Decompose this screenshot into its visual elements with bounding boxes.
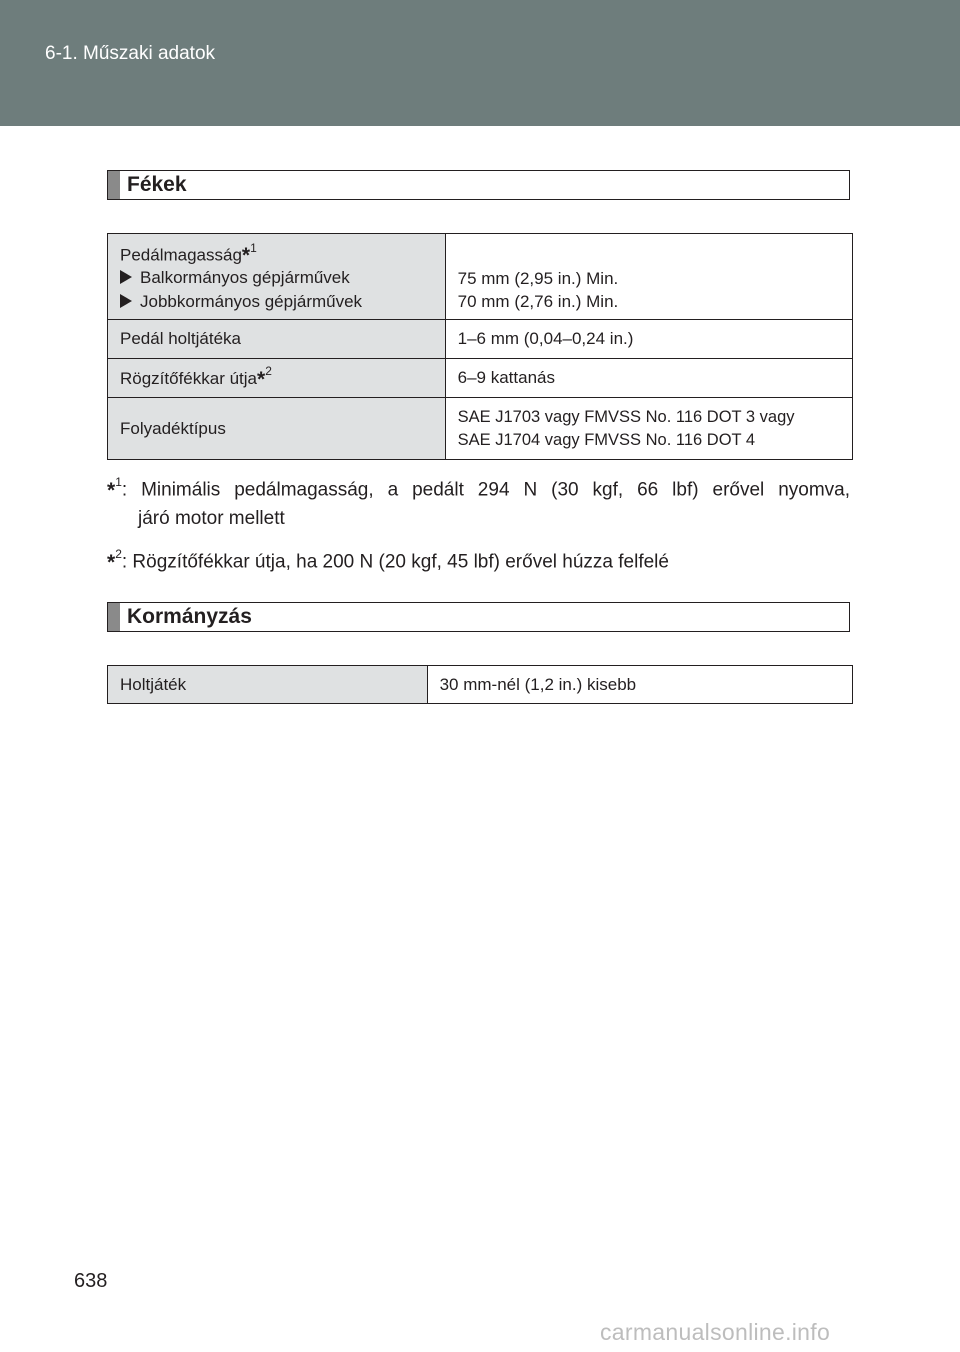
fluid-type-label: Folyadéktípus xyxy=(108,398,446,460)
free-play-value: 30 mm-nél (1,2 in.) kisebb xyxy=(427,666,852,704)
triangle-bullet-icon xyxy=(120,270,132,284)
footnote-2-text: : Rögzítőfékkar útja, ha 200 N (20 kgf, 45 lbf) erővel húzza felfelé xyxy=(121,551,669,573)
brakes-spec-table xyxy=(107,233,853,460)
pedal-height-value-cell xyxy=(445,234,852,320)
table-row xyxy=(108,359,853,398)
footnote-ref: 2 xyxy=(265,364,272,379)
free-play-label: Holtjáték xyxy=(108,666,428,704)
lhd-value: 75 mm (2,95 in.) Min. xyxy=(457,268,619,288)
brakes-section-heading xyxy=(107,170,850,200)
heading-accent xyxy=(108,171,120,199)
footnote-ref: 2 xyxy=(115,547,122,561)
footnote-star: * xyxy=(257,368,266,391)
footnote-ref: 1 xyxy=(250,240,257,255)
table-row xyxy=(108,398,853,460)
fluid-type-value-cell xyxy=(445,398,852,460)
page-number: 638 xyxy=(74,1270,108,1292)
fluid-type-value-1: SAE J1703 vagy FMVSS No. 116 DOT 3 vagy xyxy=(457,407,795,426)
footnote-star: * xyxy=(107,551,116,575)
footnote-1 xyxy=(107,470,850,533)
rhd-value: 70 mm (2,76 in.) Min. xyxy=(457,291,619,311)
table-row xyxy=(108,320,853,359)
pedal-free-play-label: Pedál holtjátéka xyxy=(108,320,446,359)
heading-accent xyxy=(108,603,120,631)
steering-title: Kormányzás xyxy=(127,605,252,628)
watermark: carmanualsonline.info xyxy=(600,1319,831,1345)
steering-section-heading xyxy=(107,602,850,632)
pedal-height-label: Pedálmagasság xyxy=(120,245,242,265)
footnote-ref: 1 xyxy=(115,475,122,489)
parking-brake-travel-label-cell xyxy=(108,359,446,398)
pedal-height-label-cell xyxy=(108,234,446,320)
brakes-title: Fékek xyxy=(127,173,187,196)
triangle-bullet-icon xyxy=(120,294,132,308)
rhd-label: Jobbkormányos gépjárművek xyxy=(140,292,363,312)
footnote-star: * xyxy=(241,244,251,268)
table-row xyxy=(108,666,853,704)
pedal-free-play-value: 1–6 mm (0,04–0,24 in.) xyxy=(445,320,852,359)
footnote-1-continuation: járó motor mellett xyxy=(138,508,285,530)
footnote-star: * xyxy=(107,479,116,503)
steering-spec-table xyxy=(107,665,853,704)
footnote-2 xyxy=(107,542,850,576)
fluid-type-value-2: SAE J1704 vagy FMVSS No. 116 DOT 4 xyxy=(457,430,756,449)
parking-brake-travel-label: Rögzítőfékkar útja xyxy=(120,369,258,388)
parking-brake-travel-value: 6–9 kattanás xyxy=(445,359,852,398)
section-header-title: 6-1. Műszaki adatok xyxy=(45,43,216,64)
lhd-label: Balkormányos gépjárművek xyxy=(140,268,350,288)
footnote-1-text: : Minimális pedálmagasság, a pedált 294 N (30 kgf, 66 lbf) erővel nyomva, xyxy=(121,479,850,501)
table-row xyxy=(108,234,853,320)
header-band xyxy=(0,0,960,126)
